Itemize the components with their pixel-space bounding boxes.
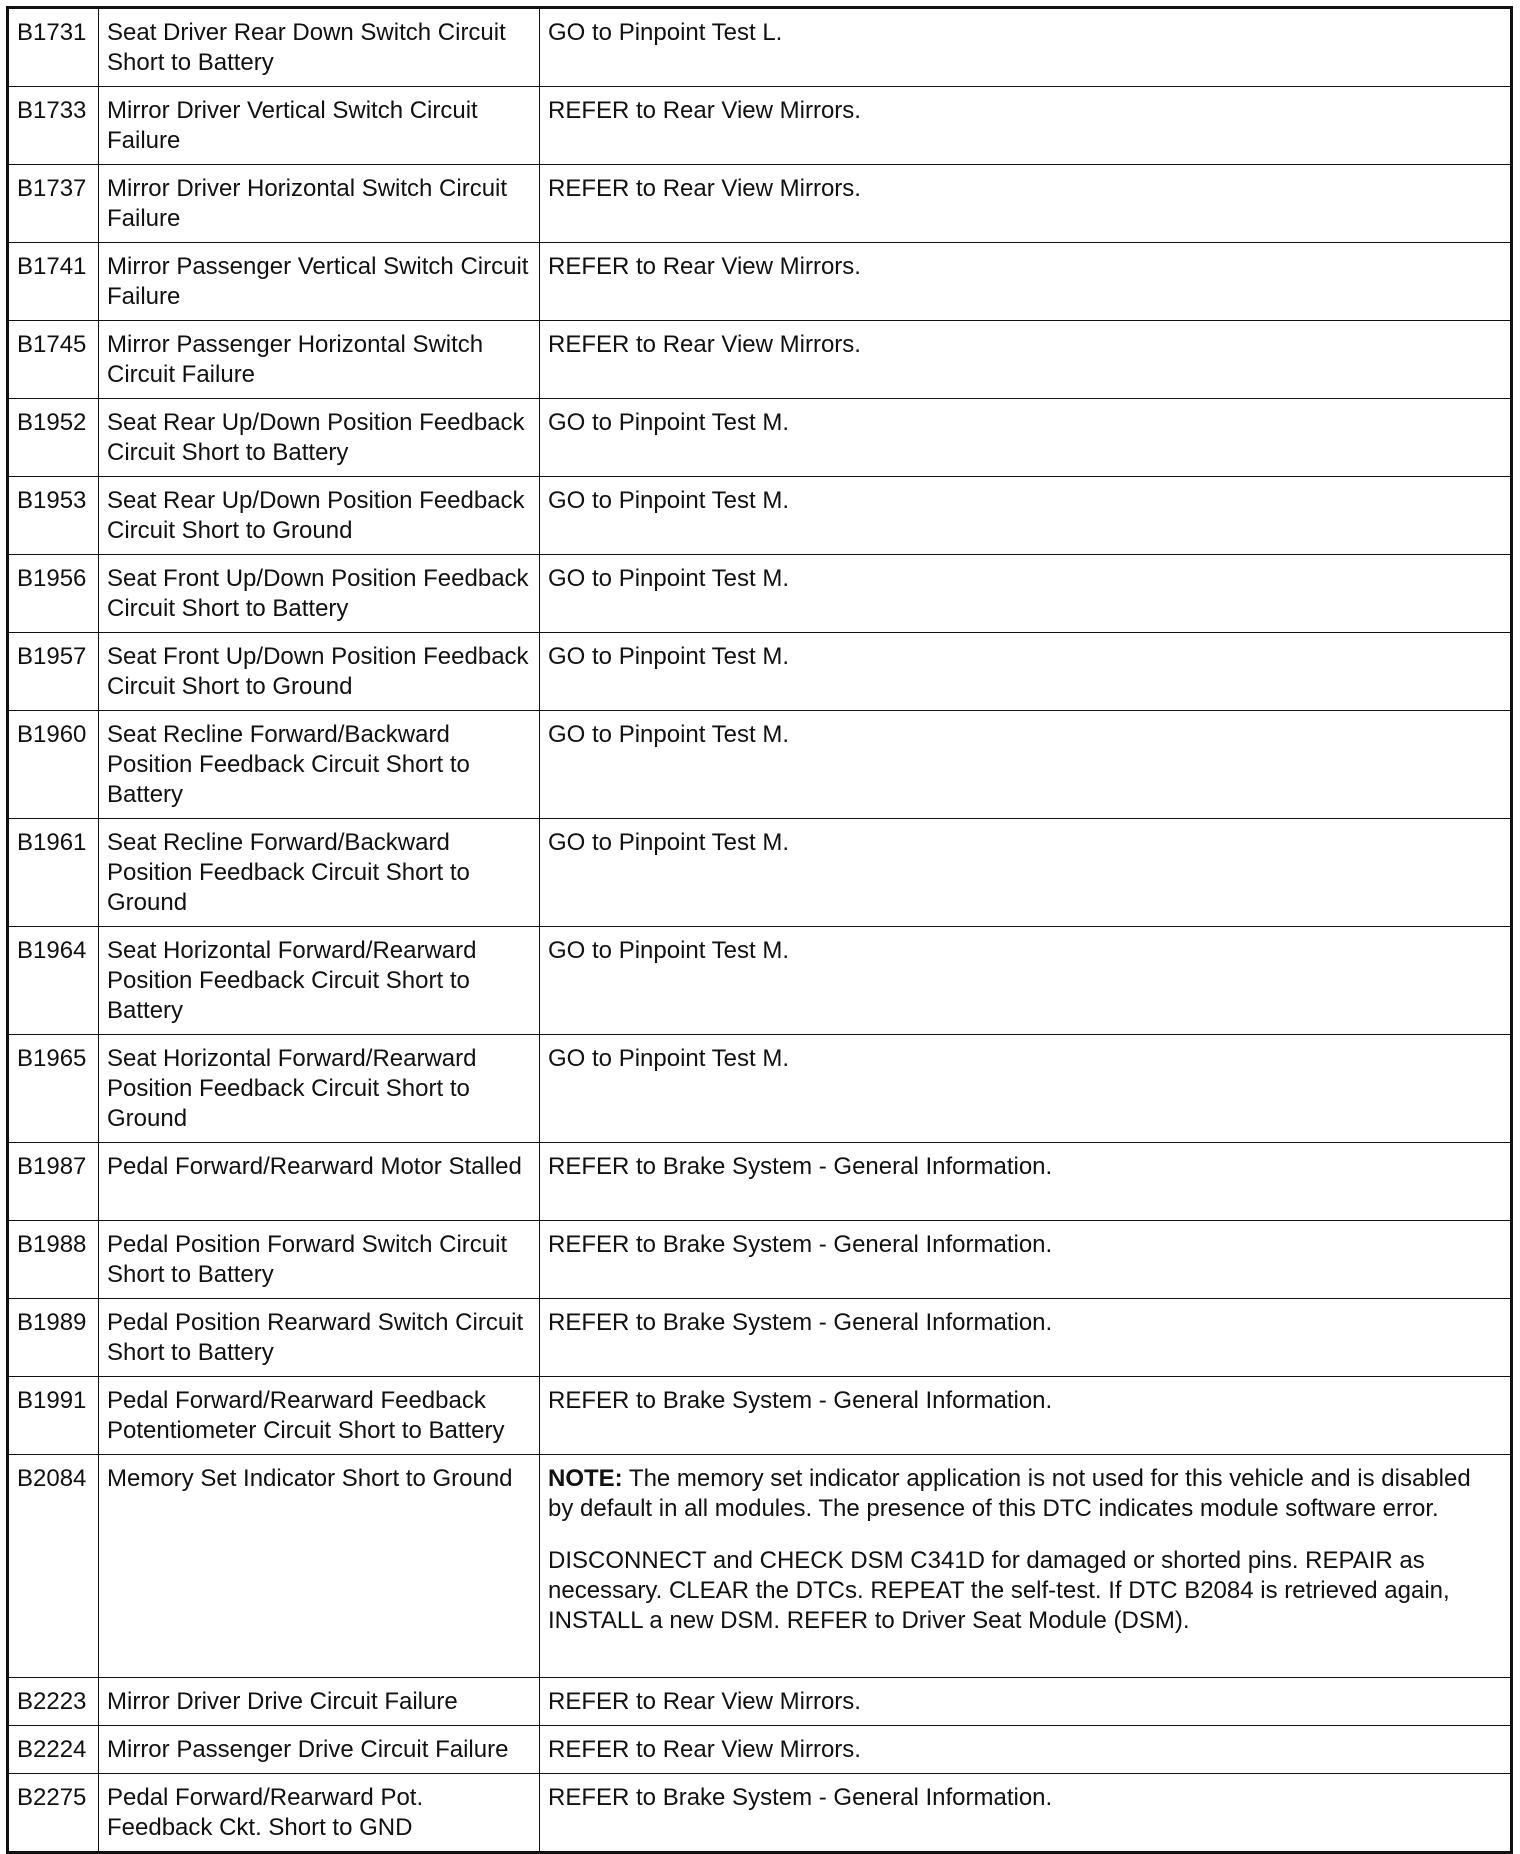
dtc-action-cell: REFER to Brake System - General Information. [540, 1143, 1512, 1221]
table-row [8, 1678, 1512, 1726]
dtc-code-cell: B1991 [8, 1377, 99, 1455]
dtc-description-cell: Pedal Position Rearward Switch Circuit Short to Battery [99, 1299, 540, 1377]
dtc-code-cell: B1961 [8, 819, 99, 927]
dtc-action-cell: REFER to Rear View Mirrors. [540, 321, 1512, 399]
table-row [8, 711, 1512, 819]
dtc-action-cell: REFER to Brake System - General Information. [540, 1774, 1512, 1853]
dtc-description-cell: Mirror Passenger Drive Circuit Failure [99, 1726, 540, 1774]
table-row [8, 1299, 1512, 1377]
dtc-code-cell: B2224 [8, 1726, 99, 1774]
dtc-code-cell: B1957 [8, 633, 99, 711]
dtc-description-cell: Seat Recline Forward/Backward Position Feedback Circuit Short to Battery [99, 711, 540, 819]
note-text: The memory set indicator application is not used for this vehicle and is disabled by default in all modules. The presence of this DTC indicates module software error. [548, 1465, 1471, 1522]
table-row [8, 321, 1512, 399]
dtc-action-cell [540, 1455, 1512, 1678]
dtc-description-cell: Pedal Forward/Rearward Feedback Potentiometer Circuit Short to Battery [99, 1377, 540, 1455]
table-row [8, 1143, 1512, 1221]
dtc-action-cell: GO to Pinpoint Test L. [540, 8, 1512, 87]
table-row [8, 8, 1512, 87]
dtc-description-cell: Pedal Forward/Rearward Motor Stalled [99, 1143, 540, 1221]
table-row [8, 1035, 1512, 1143]
table-row [8, 1455, 1512, 1678]
dtc-code-cell: B1952 [8, 399, 99, 477]
dtc-action-cell: REFER to Brake System - General Information. [540, 1221, 1512, 1299]
dtc-action-cell: REFER to Brake System - General Information. [540, 1299, 1512, 1377]
dtc-code-cell: B1989 [8, 1299, 99, 1377]
dtc-code-cell: B2275 [8, 1774, 99, 1853]
dtc-description-cell: Pedal Forward/Rearward Pot. Feedback Ckt. Short to GND [99, 1774, 540, 1853]
dtc-action-cell: GO to Pinpoint Test M. [540, 399, 1512, 477]
table-row [8, 399, 1512, 477]
dtc-code-cell: B2084 [8, 1455, 99, 1678]
dtc-code-cell: B1737 [8, 165, 99, 243]
table-row [8, 1221, 1512, 1299]
dtc-description-cell: Mirror Driver Vertical Switch Circuit Failure [99, 87, 540, 165]
dtc-code-cell: B1956 [8, 555, 99, 633]
dtc-code-cell: B1741 [8, 243, 99, 321]
dtc-action-cell: GO to Pinpoint Test M. [540, 633, 1512, 711]
dtc-description-cell: Seat Front Up/Down Position Feedback Circuit Short to Ground [99, 633, 540, 711]
dtc-description-cell: Seat Driver Rear Down Switch Circuit Short to Battery [99, 8, 540, 87]
table-row [8, 1774, 1512, 1853]
table-row [8, 165, 1512, 243]
dtc-description-cell: Seat Horizontal Forward/Rearward Position Feedback Circuit Short to Ground [99, 1035, 540, 1143]
dtc-action-cell: GO to Pinpoint Test M. [540, 555, 1512, 633]
dtc-action-cell: REFER to Rear View Mirrors. [540, 87, 1512, 165]
dtc-code-cell: B1987 [8, 1143, 99, 1221]
dtc-code-cell: B1965 [8, 1035, 99, 1143]
dtc-action-cell: GO to Pinpoint Test M. [540, 819, 1512, 927]
dtc-table-body [8, 8, 1512, 1853]
note-paragraph [548, 1464, 1502, 1524]
dtc-code-cell: B1745 [8, 321, 99, 399]
table-row [8, 87, 1512, 165]
table-row [8, 1377, 1512, 1455]
dtc-description-cell: Mirror Passenger Horizontal Switch Circuit Failure [99, 321, 540, 399]
dtc-table [6, 6, 1513, 1854]
dtc-action-cell: REFER to Rear View Mirrors. [540, 165, 1512, 243]
dtc-action-cell: GO to Pinpoint Test M. [540, 477, 1512, 555]
dtc-action-cell: REFER to Rear View Mirrors. [540, 1726, 1512, 1774]
action-paragraph: DISCONNECT and CHECK DSM C341D for damaged or shorted pins. REPAIR as necessary. CLEAR the DTCs. REPEAT the self-test. If DTC B2084 is retrieved again, INSTALL a new DSM. REFER to Driver Seat Module (DSM). [548, 1547, 1450, 1634]
table-row [8, 555, 1512, 633]
dtc-description-cell: Mirror Passenger Vertical Switch Circuit Failure [99, 243, 540, 321]
dtc-action-cell: GO to Pinpoint Test M. [540, 711, 1512, 819]
dtc-description-cell: Seat Rear Up/Down Position Feedback Circuit Short to Battery [99, 399, 540, 477]
dtc-description-cell: Seat Rear Up/Down Position Feedback Circuit Short to Ground [99, 477, 540, 555]
table-row [8, 819, 1512, 927]
dtc-description-cell: Memory Set Indicator Short to Ground [99, 1455, 540, 1678]
table-row [8, 927, 1512, 1035]
table-row [8, 1726, 1512, 1774]
dtc-code-cell: B1953 [8, 477, 99, 555]
dtc-description-cell: Pedal Position Forward Switch Circuit Short to Battery [99, 1221, 540, 1299]
dtc-action-cell: REFER to Brake System - General Information. [540, 1377, 1512, 1455]
dtc-code-cell: B1988 [8, 1221, 99, 1299]
dtc-code-cell: B2223 [8, 1678, 99, 1726]
dtc-description-cell: Seat Recline Forward/Backward Position Feedback Circuit Short to Ground [99, 819, 540, 927]
dtc-code-cell: B1960 [8, 711, 99, 819]
dtc-action-cell: GO to Pinpoint Test M. [540, 1035, 1512, 1143]
table-row [8, 633, 1512, 711]
dtc-action-cell: REFER to Rear View Mirrors. [540, 1678, 1512, 1726]
dtc-description-cell: Mirror Driver Drive Circuit Failure [99, 1678, 540, 1726]
dtc-code-cell: B1731 [8, 8, 99, 87]
dtc-action-cell: REFER to Rear View Mirrors. [540, 243, 1512, 321]
dtc-description-cell: Mirror Driver Horizontal Switch Circuit Failure [99, 165, 540, 243]
dtc-description-cell: Seat Front Up/Down Position Feedback Circuit Short to Battery [99, 555, 540, 633]
dtc-code-cell: B1733 [8, 87, 99, 165]
note-label: NOTE: [548, 1465, 623, 1492]
dtc-code-cell: B1964 [8, 927, 99, 1035]
dtc-action-cell: GO to Pinpoint Test M. [540, 927, 1512, 1035]
dtc-description-cell: Seat Horizontal Forward/Rearward Position Feedback Circuit Short to Battery [99, 927, 540, 1035]
table-row [8, 243, 1512, 321]
table-row [8, 477, 1512, 555]
